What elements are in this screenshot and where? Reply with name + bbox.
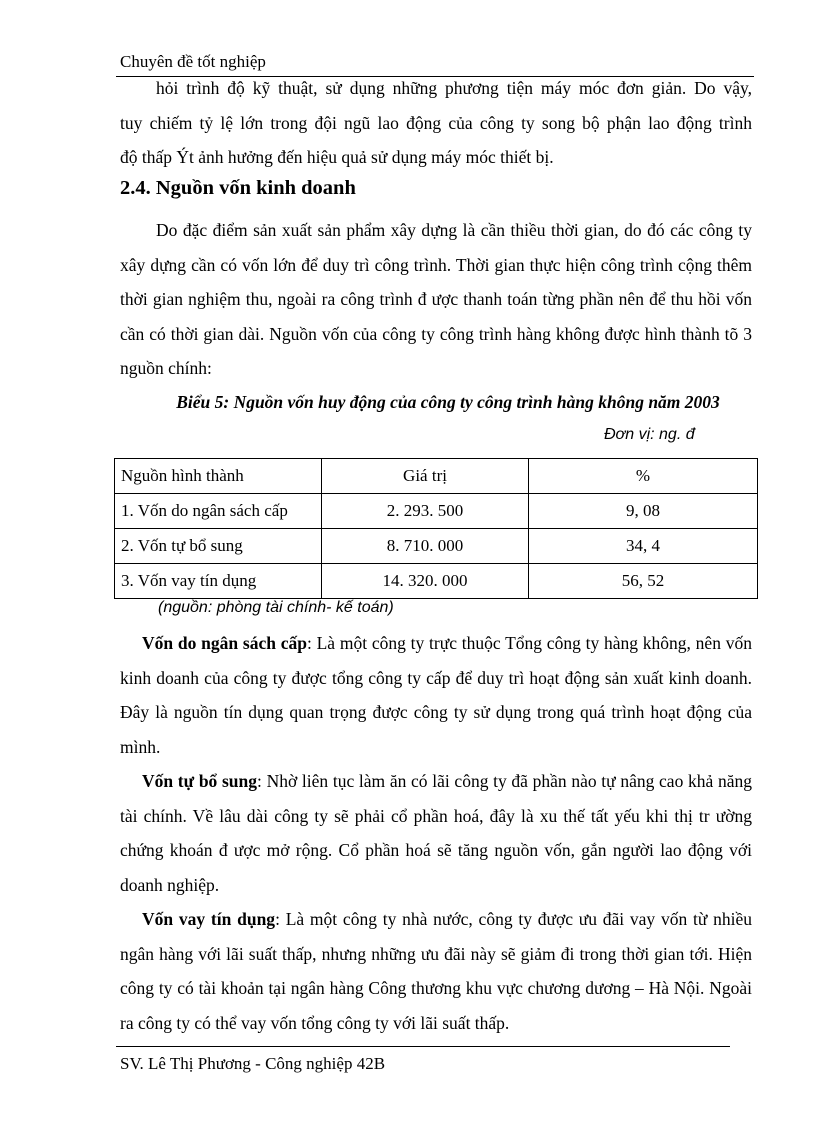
table-source: (nguồn: phòng tài chính- kế toán) [158,599,394,616]
table-header-cell: % [529,459,758,494]
intro-line-3: độ thấp Ýt ảnh hưởng đến hiệu quả sử dụng máy móc thiết bị. [120,147,554,167]
section-heading: 2.4. Nguồn vốn kinh doanh [120,177,356,199]
intro-line-1: hỏi trình độ kỹ thuật, sử dụng những phương tiện máy móc đơn giản. Do vậy, [156,78,752,98]
table-unit: Đơn vị: ng. đ [604,426,695,443]
paragraph-text: : Là một công ty trực thuộc Tổng công ty hàng không, nên vốn kinh doanh của công ty được tổng công ty cấp để duy trì hoạt động sản xuất kinh doanh. Đây là nguồn tín dụng quan trọng được công ty sử dụng trong quá trình hoạt động của mình. [120,633,752,757]
paragraph-self-capital [120,764,752,902]
section-paragraph: Do đặc điểm sản xuất sản phẩm xây dựng là cần thiều thời gian, do đó các công ty xây dựng cần có vốn lớn để duy trì công trình. Thời gian thực hiện công trình cộng thêm thời gian nghiệm thu, ngoài ra công trình đ ược thanh toán từng phần nên để thu hồi vốn cần có thời gian dài. Nguồn vốn của công ty công trình hàng không được hình thành tõ 3 nguồn chính: [120,220,752,378]
paragraph-budget-capital [120,626,752,764]
table-header-row [115,459,758,494]
paragraph-text: : Nhờ liên tục làm ăn có lãi công ty đã phần nào tự nâng cao khả năng tài chính. Về lâu dài công ty sẽ phải cổ phần hoá, đây là xu thế tất yếu khi thị tr ường chứng khoán đ ược mở rộng. Cổ phần hoá sẽ tăng nguồn vốn, gắn người lao động với doanh nghiệp. [120,771,752,895]
table-header-cell: Nguồn hình thành [115,459,322,494]
table-cell: 9, 08 [529,494,758,529]
footer-rule [116,1046,730,1047]
table-caption: Biểu 5: Nguồn vốn huy động của công ty công trình hàng không năm 2003 [176,392,720,412]
intro-line-2: tuy chiếm tỷ lệ lớn trong đội ngũ lao động của công ty song bộ phận lao động trình [120,112,752,133]
table-cell: 34, 4 [529,529,758,564]
term-self-capital: Vốn tự bổ sung [142,771,258,791]
table-cell: 3. Vốn vay tín dụng [115,564,322,599]
table-cell: 8. 710. 000 [322,529,529,564]
table-cell: 2. Vốn tự bổ sung [115,529,322,564]
table-row [115,564,758,599]
table-row [115,494,758,529]
paragraph-text: : Là một công ty nhà nước, công ty được ưu đãi vay vốn từ nhiều ngân hàng với lãi suất thấp, nhưng những ưu đãi này sẽ giảm đi trong thời gian tới. Hiện công ty có tài khoản tại ngân hàng Công thương khu vực chương dương – Hà Nội. Ngoài ra công ty có thể vay vốn tổng công ty với lãi suất thấp. [120,909,752,1033]
funding-table [114,458,758,599]
table-header-cell: Giá trị [322,459,529,494]
intro-paragraph [120,71,752,175]
table-cell: 56, 52 [529,564,758,599]
page-header-title: Chuyên đề tốt nghiệp [120,52,266,71]
paragraph-credit-capital [120,902,752,1040]
table-cell: 2. 293. 500 [322,494,529,529]
table-cell: 14. 320. 000 [322,564,529,599]
term-credit-capital: Vốn vay tín dụng [142,909,276,929]
table-row [115,529,758,564]
term-budget-capital: Vốn do ngân sách cấp [142,633,307,653]
page-footer: SV. Lê Thị Phương - Công nghiệp 42B [120,1054,386,1073]
table-cell: 1. Vốn do ngân sách cấp [115,494,322,529]
